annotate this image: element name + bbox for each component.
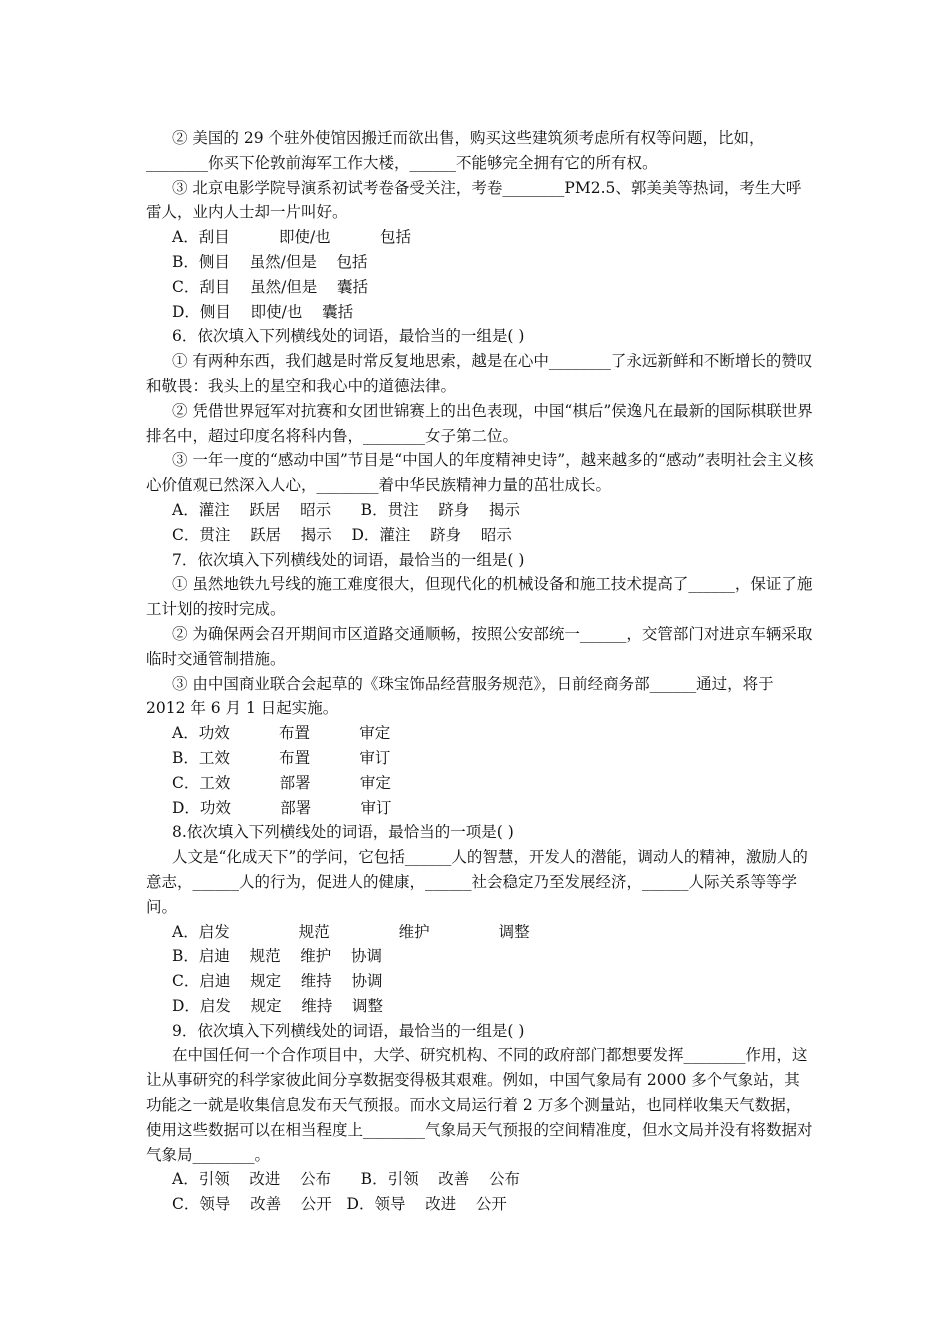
paragraph-q5-item3: ③ 北京电影学院导演系初试考卷备受关注，考卷________PM2.5、郭美美等热词，考生大呼雷人，业内人士却一片叫好。	[146, 178, 802, 222]
q7-option-b: B．工效 布置 审订	[172, 748, 391, 767]
q8-option-d: D．启发 规定 维持 调整	[172, 996, 384, 1015]
q9-options-ab: A．引领 改进 公布 B．引领 改善 公布	[172, 1170, 520, 1189]
q6-item1: ① 有两种东西，我们越是时常反复地思索，越是在心中________了永远新鲜和不断增长的赞叹和敬畏：我头上的星空和我心中的道德法律。	[146, 352, 813, 395]
question-9: 9．依次填入下列横线处的词语，最恰当的一组是( )	[172, 1021, 525, 1040]
q7-item1: ① 虽然地铁九号线的施工难度很大，但现代化的机械设备和施工技术提高了______，保证了施工计划的按时完成。	[146, 575, 813, 619]
q5-option-b: B．侧目 虽然/但是 包括	[172, 252, 368, 271]
q7-item2: ② 为确保两会召开期间市区道路交通顺畅，按照公安部统一______，交管部门对进京车辆采取临时交通管制措施。	[146, 624, 813, 668]
q8-option-a: A．启发 规范 维护 调整	[172, 922, 530, 941]
q9-passage: 在中国任何一个合作项目中，大学、研究机构、不同的政府部门都想要发挥________作用，这让从事研究的科学家彼此间分享数据变得极其艰难。例如，中国气象局有 2000 多个气象站，其功能之一就是收集信息发布天气预报。而水文局运行着 2 万多个测量站，也同样收集天气数据，使用这些数据可以在相当程度上________气象局天气预报的空间精准度，但水文局并没有将数据对气象局________。	[146, 1046, 813, 1164]
question-7: 7．依次填入下列横线处的词语，最恰当的一组是( )	[172, 550, 525, 569]
paragraph-q5-item2: ② 美国的 29 个驻外使馆因搬迁而欲出售，购买这些建筑须考虑所有权等问题，比如，________你买下伦敦前海军工作大楼，______不能够完全拥有它的所有权。	[146, 129, 765, 172]
q7-option-d: D．功效 部署 审订	[172, 798, 392, 817]
q8-passage: 人文是“化成天下”的学问，它包括______人的智慧，开发人的潜能，调动人的精神，激励人的意志，______人的行为，促进人的健康，______社会稳定乃至发展经济，______人际关系等等学问。	[146, 848, 808, 916]
q8-option-b: B．启迪 规范 维护 协调	[172, 947, 383, 966]
q7-option-c: C．工效 部署 审定	[172, 773, 391, 792]
q9-options-cd: C．领导 改善 公开 D．领导 改进 公开	[172, 1195, 507, 1214]
q6-item2: ② 凭借世界冠军对抗赛和女团世锦赛上的出色表现，中国“棋后”侯逸凡在最新的国际棋联世界排名中，超过印度名将科内鲁，________女子第二位。	[146, 401, 813, 445]
q6-item3: ③ 一年一度的“感动中国”节目是“中国人的年度精神史诗”，越来越多的“感动”表明社会主义核心价值观已然深入人心，________着中华民族精神力量的茁壮成长。	[146, 451, 814, 495]
q8-option-c: C．启迪 规定 维持 协调	[172, 972, 383, 991]
q7-option-a: A．功效 布置 审定	[172, 724, 391, 743]
document-body	[146, 126, 814, 1217]
question-6: 6．依次填入下列横线处的词语，最恰当的一组是( )	[172, 327, 525, 346]
q5-option-a: A．刮目 即使/也 包括	[172, 228, 411, 247]
q5-option-c: C．刮目 虽然/但是 囊括	[172, 277, 368, 296]
q5-option-d: D．侧目 即使/也 囊括	[172, 302, 354, 321]
q6-options-ab: A．灌注 跃居 昭示 B．贯注 跻身 揭示	[172, 500, 520, 519]
q6-options-cd: C．贯注 跃居 揭示 D．灌注 跻身 昭示	[172, 525, 512, 544]
q7-item3: ③ 由中国商业联合会起草的《珠宝饰品经营服务规范》，日前经商务部______通过，将于 2012 年 6 月 1 日起实施。	[146, 674, 774, 718]
question-8: 8.依次填入下列横线处的词语，最恰当的一项是( )	[172, 823, 514, 842]
